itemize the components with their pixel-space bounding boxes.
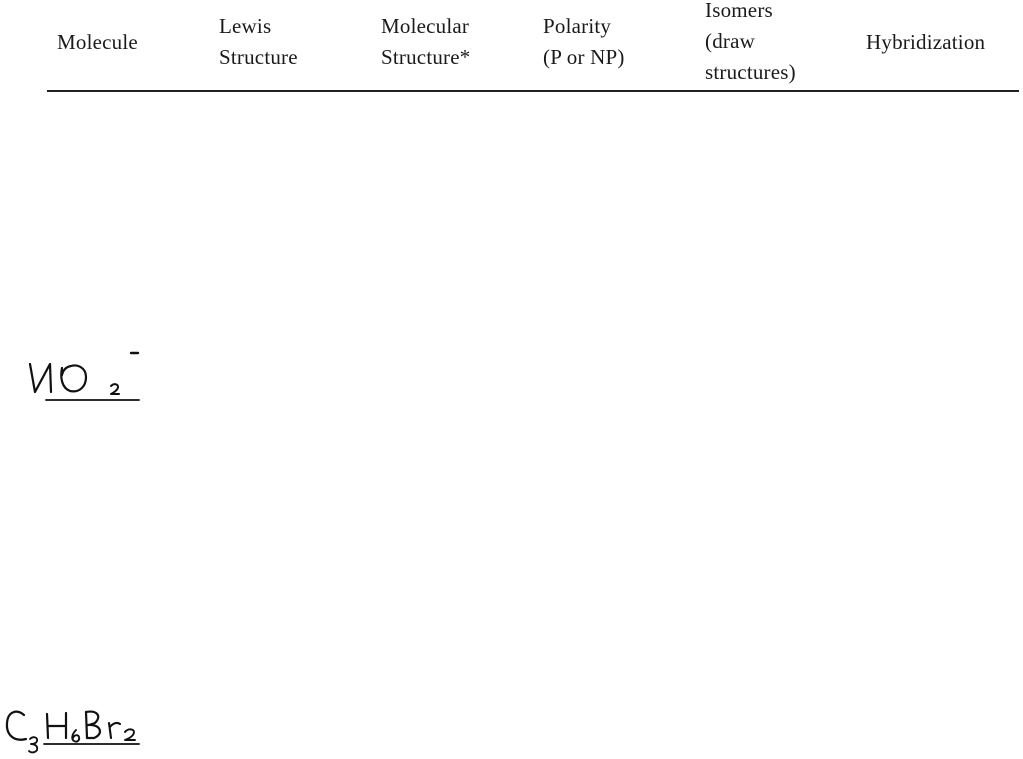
header-lewis-line-1: Lewis bbox=[219, 14, 272, 38]
header-molecular-line-2: Structure* bbox=[381, 45, 471, 69]
header-isomers-line-2: (draw bbox=[705, 29, 755, 53]
header-hybridization bbox=[866, 27, 985, 58]
header-polarity-line-1: Polarity bbox=[543, 14, 612, 38]
header-isomers bbox=[705, 0, 796, 88]
header-molecule bbox=[57, 27, 138, 58]
header-molecular-line-1: Molecular bbox=[381, 14, 470, 38]
header-lewis-structure bbox=[219, 11, 298, 73]
header-lewis-line-2: Structure bbox=[219, 45, 298, 69]
header-isomers-line-1: Isomers bbox=[705, 0, 773, 22]
header-isomers-line-3: structures) bbox=[705, 60, 796, 84]
header-molecule-line-1: Molecule bbox=[57, 30, 138, 54]
header-polarity-line-2: (P or NP) bbox=[543, 45, 625, 69]
header-polarity bbox=[543, 11, 625, 73]
header-molecular-structure bbox=[381, 11, 470, 73]
header-rule bbox=[47, 90, 1019, 92]
handwritten-molecule-c3h6br2 bbox=[0, 695, 150, 759]
handwritten-molecule-no2-minus bbox=[20, 350, 150, 410]
header-hybridization-line-1: Hybridization bbox=[866, 30, 986, 54]
